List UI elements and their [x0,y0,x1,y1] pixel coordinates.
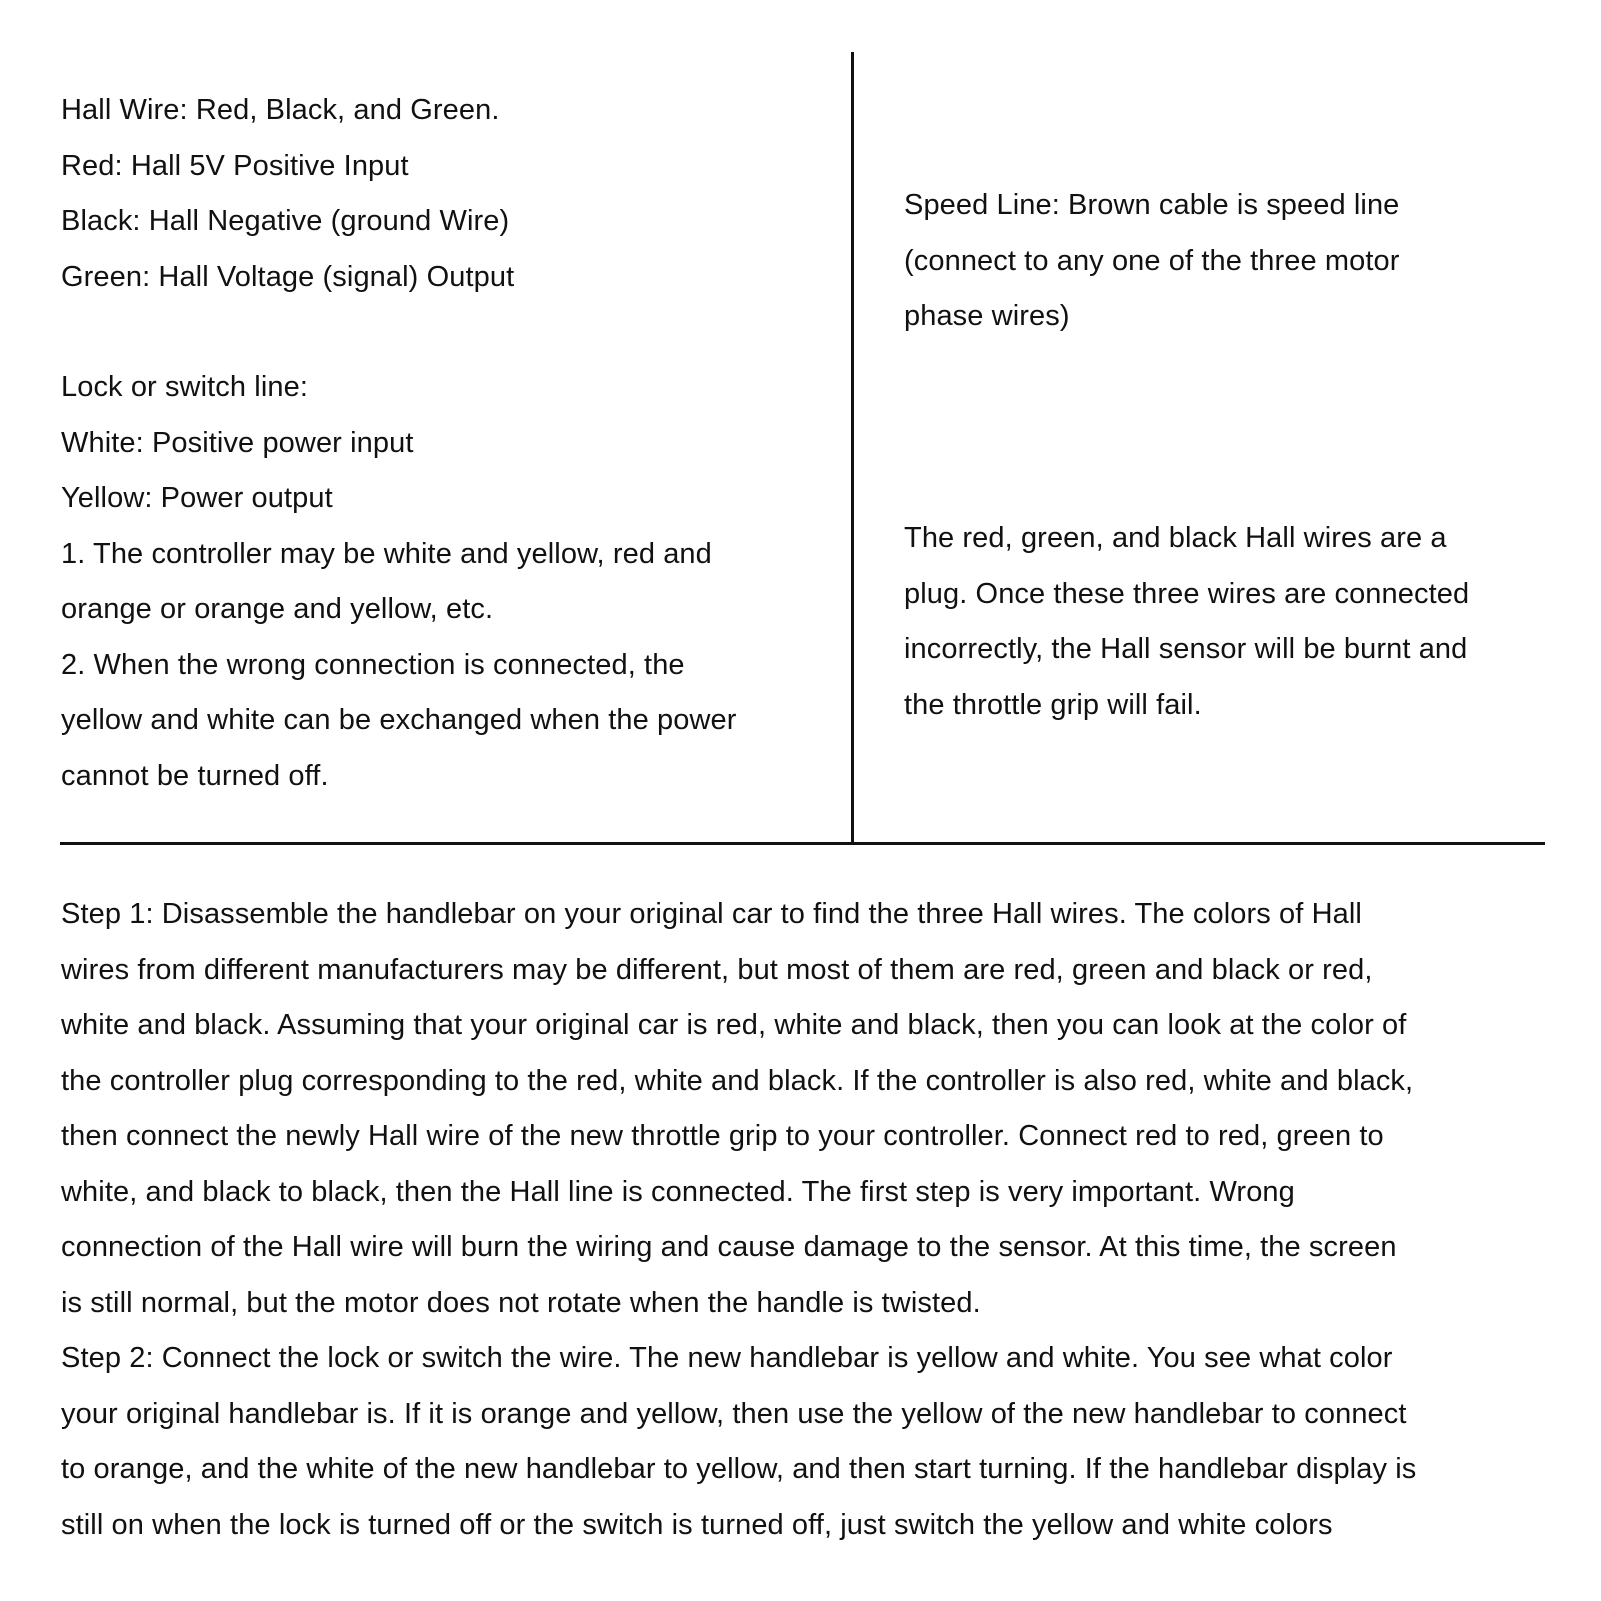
steps-section [61,887,1561,1553]
hall-wire-section [61,83,514,305]
lock-note-2-line-1: 2. When the wrong connection is connected, the [61,648,685,681]
step-text-line: the controller plug corresponding to the red, white and black. If the controller is also red, white and black, [61,1064,1414,1097]
hall-warning-line-2: plug. Once these three wires are connected [904,577,1470,610]
hall-red-line: Red: Hall 5V Positive Input [61,149,409,182]
hall-warning-section [904,511,1469,733]
speed-line-1: Speed Line: Brown cable is speed line [904,189,1400,221]
step-text-line: Step 1: Disassemble the handlebar on your original car to find the three Hall wires. The colors of Hall [61,898,1362,930]
hall-warning-line-3: incorrectly, the Hall sensor will be burnt and [904,633,1468,665]
step-text-line: your original handlebar is. If it is orange and yellow, then use the yellow of the new handlebar to connect [61,1397,1407,1430]
step-text-line: still on when the lock is turned off or the switch is turned off, just switch the yellow and white colors [61,1508,1333,1541]
lock-switch-heading: Lock or switch line: [61,371,308,403]
lock-note-1-line-2: orange or orange and yellow, etc. [61,593,494,625]
speed-line-section [904,178,1399,345]
step-text-line: Step 2: Connect the lock or switch the wire. The new handlebar is yellow and white. You see what color [61,1342,1393,1374]
lock-white-line: White: Positive power input [61,426,414,459]
hall-warning-line-4: the throttle grip will fail. [904,688,1202,721]
step-text-line: to orange, and the white of the new handlebar to yellow, and then start turning. If the handlebar display is [61,1453,1417,1485]
hall-warning-line-1: The red, green, and black Hall wires are a [904,522,1447,554]
step-text-line: then connect the newly Hall wire of the new throttle grip to your controller. Connect red to red, green to [61,1120,1384,1152]
hall-wire-heading: Hall Wire: Red, Black, and Green. [61,94,500,126]
lock-yellow-line: Yellow: Power output [61,482,333,514]
step-text-line: connection of the Hall wire will burn the wiring and cause damage to the sensor. At this time, the screen [61,1231,1397,1263]
speed-line-3: phase wires) [904,300,1070,332]
hall-black-line: Black: Hall Negative (ground Wire) [61,205,510,237]
horizontal-divider [60,842,1545,845]
lock-switch-section [61,360,736,804]
speed-line-2: (connect to any one of the three motor [904,244,1400,277]
lock-note-2-line-3: cannot be turned off. [61,759,329,792]
step-text-line: wires from different manufacturers may be different, but most of them are red, green and black or red, [61,953,1373,986]
step-text-line: is still normal, but the motor does not rotate when the handle is twisted. [61,1286,981,1319]
vertical-divider [851,52,854,844]
lock-note-1-line-1: 1. The controller may be white and yellow, red and [61,537,712,570]
lock-note-2-line-2: yellow and white can be exchanged when the power [61,704,737,736]
hall-green-line: Green: Hall Voltage (signal) Output [61,260,515,293]
step-text-line: white, and black to black, then the Hall line is connected. The first step is very important. Wrong [61,1175,1295,1208]
step-text-line: white and black. Assuming that your original car is red, white and black, then you can look at the color of [61,1009,1407,1041]
